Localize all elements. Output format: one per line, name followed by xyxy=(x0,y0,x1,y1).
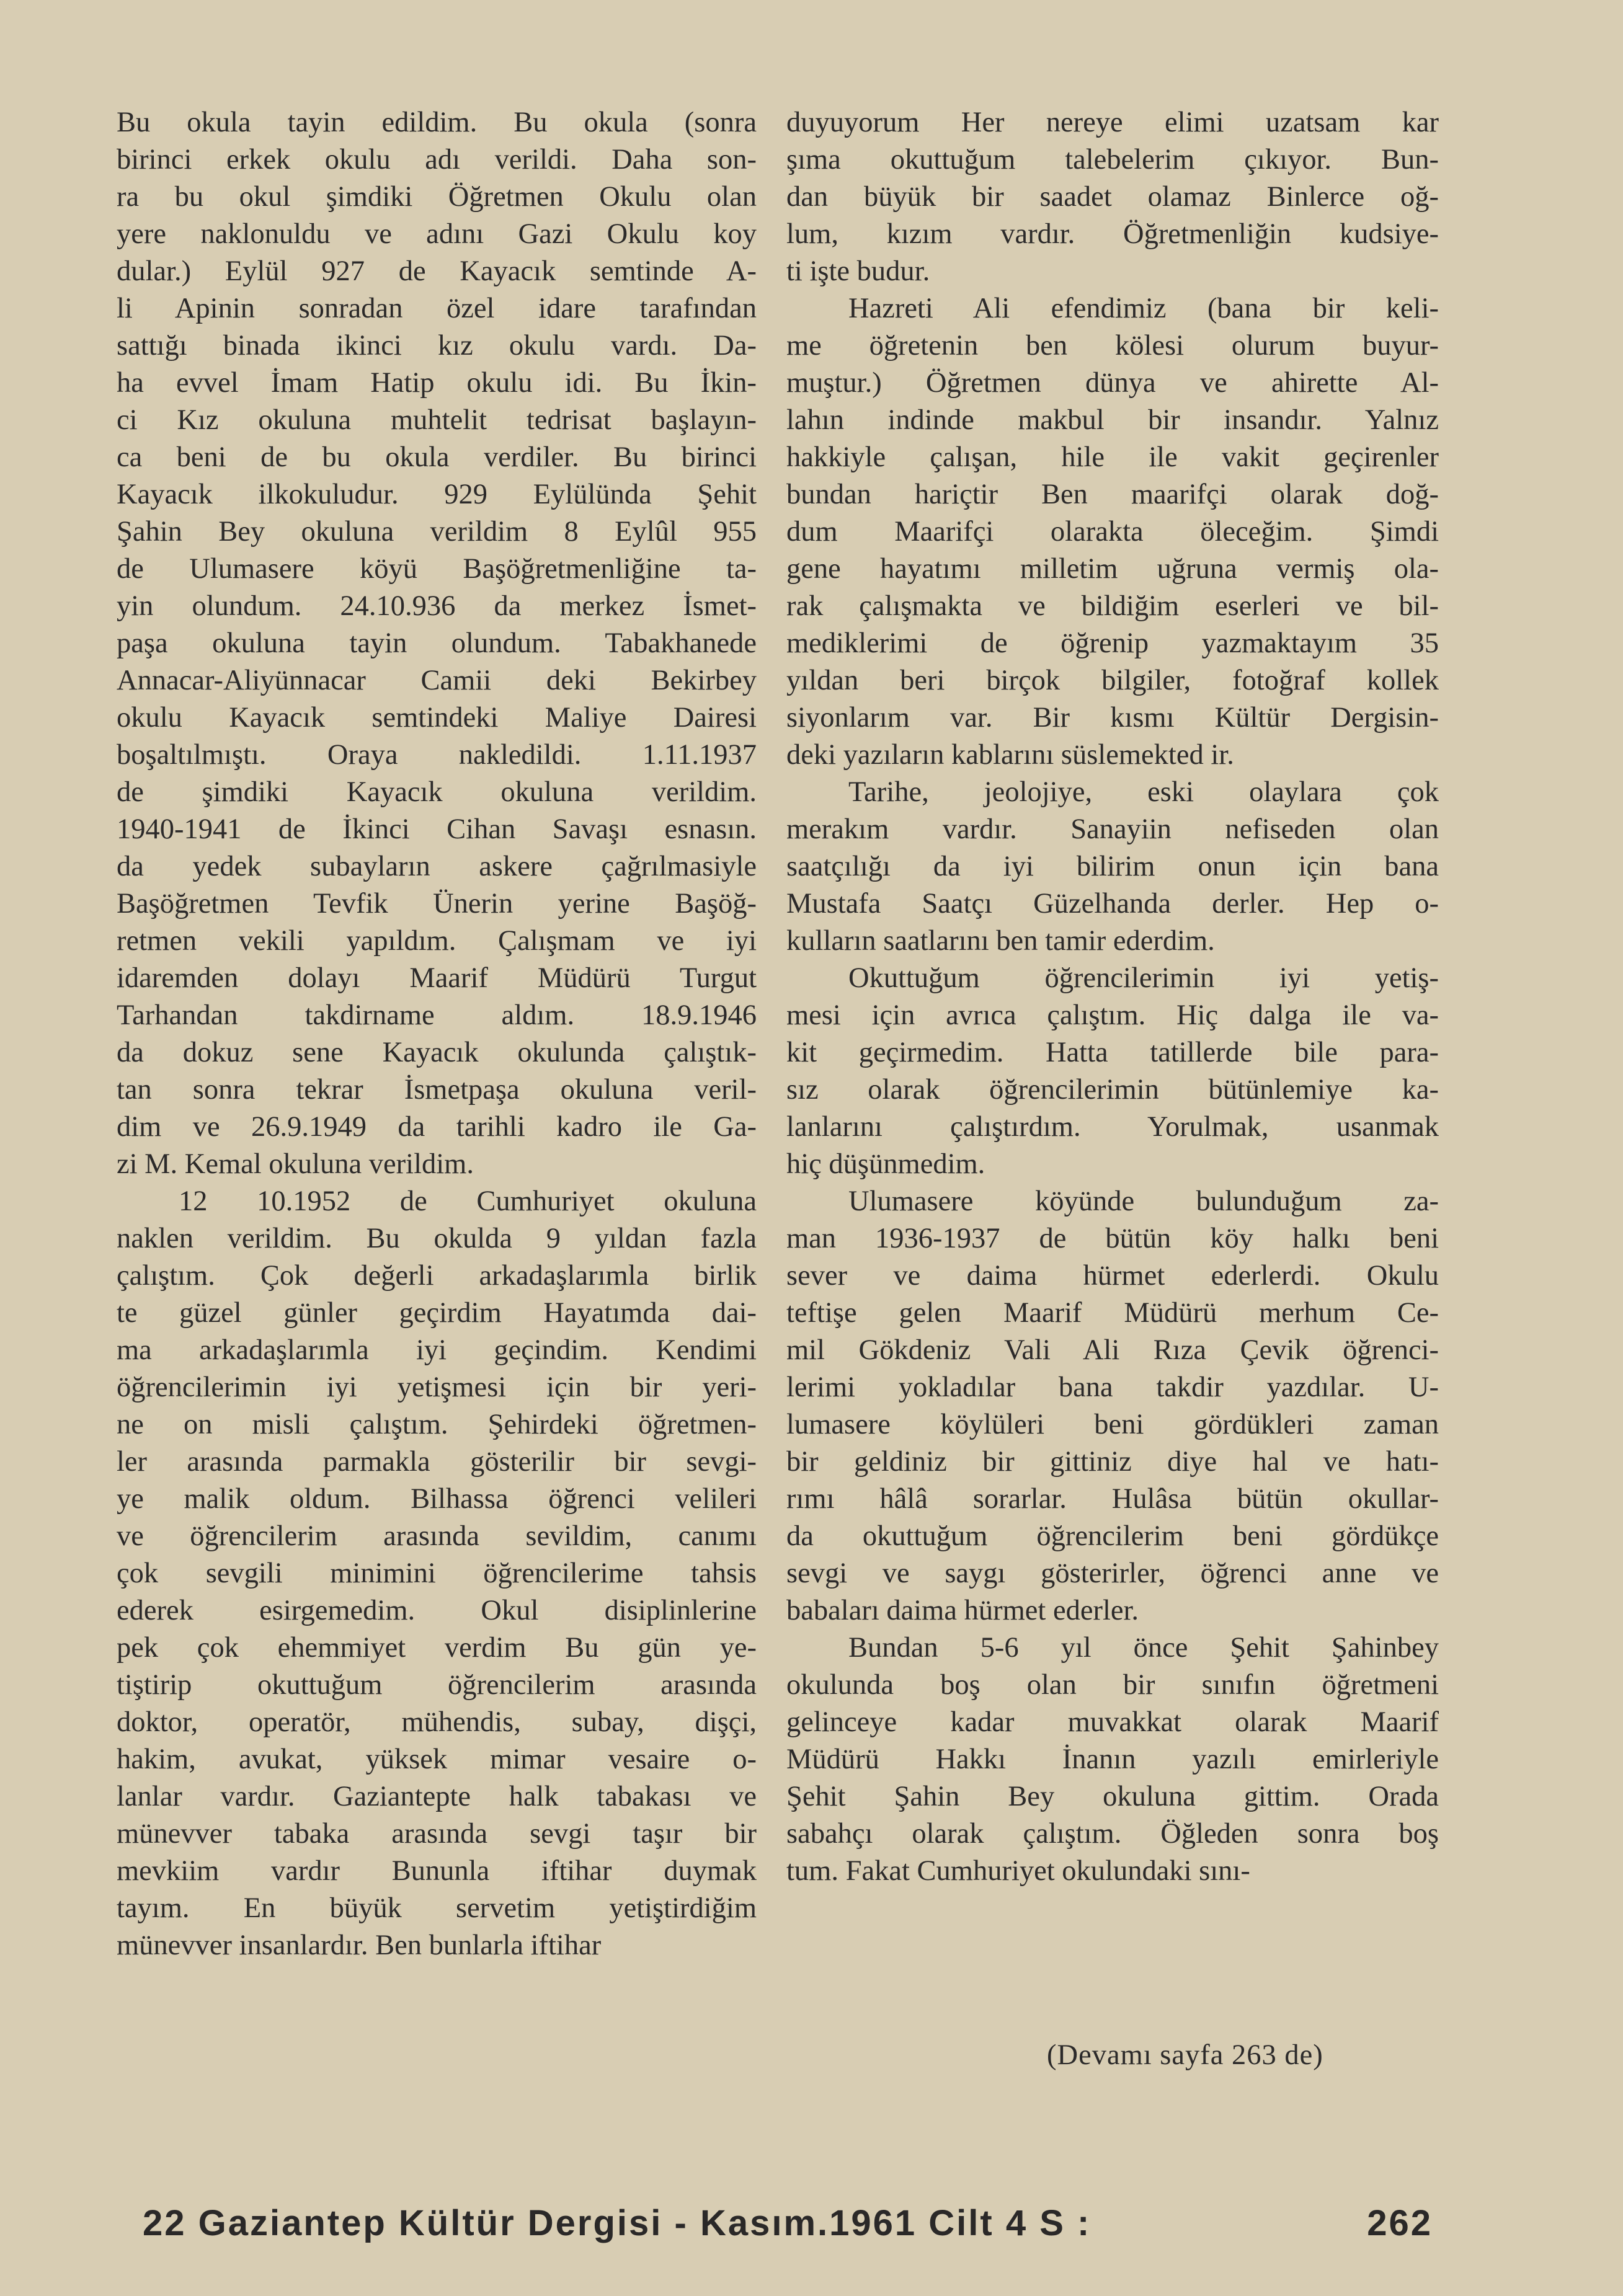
left-text-column xyxy=(117,104,757,1964)
text-line: lahın indinde makbul bir insandır. Yalnız xyxy=(786,404,1439,436)
text-line: lanlar vardır. Gaziantepte halk tabakası ve xyxy=(117,1781,757,1812)
text-line: lum, kızım vardır. Öğretmenliğin kudsiye- xyxy=(786,218,1439,250)
text-line: Başöğretmen Tevfik Ünerin yerine Başöğ- xyxy=(117,888,757,920)
text-line: Kayacık ilkokuludur. 929 Eylülünda Şehit xyxy=(117,479,757,510)
text-line: man 1936-1937 de bütün köy halkı beni xyxy=(786,1223,1439,1254)
text-line: rımı hâlâ sorarlar. Hulâsa bütün okullar- xyxy=(786,1483,1439,1515)
text-line: yıldan beri birçok bilgiler, fotoğraf kollek xyxy=(786,665,1439,696)
text-line: merakım vardır. Sanayiin nefiseden olan xyxy=(786,813,1439,845)
text-line: kulların saatlarını ben tamir ederdim. xyxy=(786,925,1215,957)
text-line: tum. Fakat Cumhuriyet okulundaki sını- xyxy=(786,1855,1250,1887)
text-line: gelinceye kadar muvakkat olarak Maarif xyxy=(786,1706,1439,1738)
footer-left: 22 Gaziantep Kültür Dergisi - Kasım.1961 Cilt 4 S : xyxy=(143,2203,1092,2243)
text-line: hiç düşünmedim. xyxy=(786,1148,985,1180)
text-line: tan sonra tekrar İsmetpaşa okuluna veril- xyxy=(117,1074,757,1106)
text-line: idaremden dolayı Maarif Müdürü Turgut xyxy=(117,962,757,994)
text-line: ca beni de bu okula verdiler. Bu birinci xyxy=(117,441,757,473)
text-line: ederek esirgemedim. Okul disiplinlerine xyxy=(117,1595,757,1626)
text-line: okulunda boş olan bir sınıfın öğretmeni xyxy=(786,1669,1439,1701)
text-line: Şahin Bey okuluna verildim 8 Eylûl 955 xyxy=(117,516,757,547)
text-line: Annacar-Aliyünnacar Camii deki Bekirbey xyxy=(117,665,757,696)
text-line: sabahçı olarak çalıştım. Öğleden sonra boş xyxy=(786,1818,1439,1850)
page-footer xyxy=(143,2202,1433,2244)
text-line: sevgi ve saygı gösterirler, öğrenci anne ve xyxy=(786,1558,1439,1589)
text-line: boşaltılmıştı. Oraya nakledildi. 1.11.1937 xyxy=(117,739,757,771)
text-line: dim ve 26.9.1949 da tarihli kadro ile Ga- xyxy=(117,1111,757,1143)
text-line: mevkiim vardır Bununla iftihar duymak xyxy=(117,1855,757,1887)
text-line: ra bu okul şimdiki Öğretmen Okulu olan xyxy=(117,181,757,213)
text-line: 12 10.1952 de Cumhuriyet okuluna xyxy=(179,1186,757,1217)
text-line: retmen vekili yapıldım. Çalışmam ve iyi xyxy=(117,925,757,957)
text-line: Tarihe, jeolojiye, eski olaylara çok xyxy=(848,776,1439,808)
continued-note-text: (Devamı sayfa 263 de) xyxy=(1047,2039,1323,2071)
text-line: yin olundum. 24.10.936 da merkez İsmet- xyxy=(117,590,757,622)
text-line: münevver tabaka arasında sevgi taşır bir xyxy=(117,1818,757,1850)
text-line: gene hayatımı milletim uğruna vermiş ola- xyxy=(786,553,1439,585)
text-line: münevver insanlardır. Ben bunlarla iftihar xyxy=(117,1930,602,1961)
text-line: ne on misli çalıştım. Şehirdeki öğretmen- xyxy=(117,1409,757,1440)
text-line: Şehit Şahin Bey okuluna gittim. Orada xyxy=(786,1781,1439,1812)
text-line: da dokuz sene Kayacık okulunda çalıştık- xyxy=(117,1037,757,1068)
text-line: muştur.) Öğretmen dünya ve ahirette Al- xyxy=(786,367,1439,399)
text-line: bir geldiniz bir gittiniz diye hal ve hatı- xyxy=(786,1446,1439,1478)
text-line: Hazreti Ali efendimiz (bana bir keli- xyxy=(848,293,1439,324)
text-line: de Ulumasere köyü Başöğretmenliğine ta- xyxy=(117,553,757,585)
text-line: Ulumasere köyünde bulunduğum za- xyxy=(848,1186,1439,1217)
text-line: rak çalışmakta ve bildiğim eserleri ve bil- xyxy=(786,590,1439,622)
text-line: teftişe gelen Maarif Müdürü merhum Ce- xyxy=(786,1297,1439,1329)
text-line: öğrencilerimin iyi yetişmesi için bir yeri- xyxy=(117,1372,757,1403)
text-line: okulu Kayacık semtindeki Maliye Dairesi xyxy=(117,702,757,734)
text-line: ler arasında parmakla gösterilir bir sevgi- xyxy=(117,1446,757,1478)
text-line: Bundan 5-6 yıl önce Şehit Şahinbey xyxy=(848,1632,1439,1664)
text-line: bundan hariçtir Ben maarifçi olarak doğ- xyxy=(786,479,1439,510)
text-line: ha evvel İmam Hatip okulu idi. Bu İkin- xyxy=(117,367,757,399)
text-line: sız olarak öğrencilerimin bütünlemiye ka- xyxy=(786,1074,1439,1106)
footer-page-number: 262 xyxy=(1367,2203,1433,2243)
right-text-column xyxy=(786,104,1439,1890)
text-line: me öğretenin ben kölesi olurum buyur- xyxy=(786,330,1439,361)
text-line: kit geçirmedim. Hatta tatillerde bile para- xyxy=(786,1037,1439,1068)
text-line: da yedek subayların askere çağrılmasiyle xyxy=(117,851,757,882)
text-line: zi M. Kemal okuluna verildim. xyxy=(117,1148,474,1180)
text-line: Mustafa Saatçı Güzelhanda derler. Hep o- xyxy=(786,888,1439,920)
text-line: li Apinin sonradan özel idare tarafından xyxy=(117,293,757,324)
text-line: ti işte budur. xyxy=(786,255,930,287)
text-line: saatçılığı da iyi bilirim onun için bana xyxy=(786,851,1439,882)
text-line: duyuyorum Her nereye elimi uzatsam kar xyxy=(786,107,1439,138)
text-line: Müdürü Hakkı İnanın yazılı emirleriyle xyxy=(786,1744,1439,1775)
text-line: dan büyük bir saadet olamaz Binlerce oğ- xyxy=(786,181,1439,213)
text-line: hakim, avukat, yüksek mimar vesaire o- xyxy=(117,1744,757,1775)
text-line: Bu okula tayin edildim. Bu okula (sonra xyxy=(117,107,757,138)
text-line: çok sevgili minimini öğrencilerime tahsis xyxy=(117,1558,757,1589)
text-line: birinci erkek okulu adı verildi. Daha son- xyxy=(117,144,757,175)
text-line: lumasere köylüleri beni gördükleri zaman xyxy=(786,1409,1439,1440)
text-line: Okuttuğum öğrencilerimin iyi yetiş- xyxy=(848,962,1439,994)
text-line: çalıştım. Çok değerli arkadaşlarımla birlik xyxy=(117,1260,757,1292)
text-line: tayım. En büyük servetim yetiştirdiğim xyxy=(117,1892,757,1924)
text-line: dum Maarifçi olarakta öleceğim. Şimdi xyxy=(786,516,1439,547)
text-line: babaları daima hürmet ederler. xyxy=(786,1595,1139,1626)
text-line: 1940-1941 de İkinci Cihan Savaşı esnasın. xyxy=(117,813,757,845)
text-line: hakkiyle çalışan, hile ile vakit geçirenler xyxy=(786,441,1439,473)
text-line: sattığı binada ikinci kız okulu vardı. Da- xyxy=(117,330,757,361)
text-line: te güzel günler geçirdim Hayatımda dai- xyxy=(117,1297,757,1329)
text-line: da okuttuğum öğrencilerim beni gördükçe xyxy=(786,1520,1439,1552)
text-line: mil Gökdeniz Vali Ali Rıza Çevik öğrenci- xyxy=(786,1334,1439,1366)
text-line: dular.) Eylül 927 de Kayacık semtinde A- xyxy=(117,255,757,287)
text-line: tiştirip okuttuğum öğrencilerim arasında xyxy=(117,1669,757,1701)
text-line: yere naklonuldu ve adını Gazi Okulu koy xyxy=(117,218,757,250)
text-line: ye malik oldum. Bilhassa öğrenci velileri xyxy=(117,1483,757,1515)
text-line: deki yazıların kablarını süslemekted ir. xyxy=(786,739,1234,771)
text-line: doktor, operatör, mühendis, subay, dişçi, xyxy=(117,1706,757,1738)
text-line: paşa okuluna tayin olundum. Tabakhanede xyxy=(117,627,757,659)
text-line: mesi için avrıca çalıştım. Hiç dalga ile va- xyxy=(786,1000,1439,1031)
text-line: naklen verildim. Bu okulda 9 yıldan fazla xyxy=(117,1223,757,1254)
text-line: lerimi yokladılar bana takdir yazdılar. U- xyxy=(786,1372,1439,1403)
text-line: şıma okuttuğum talebelerim çıkıyor. Bun- xyxy=(786,144,1439,175)
text-line: de şimdiki Kayacık okuluna verildim. xyxy=(117,776,757,808)
text-line: pek çok ehemmiyet verdim Bu gün ye- xyxy=(117,1632,757,1664)
text-line: Tarhandan takdirname aldım. 18.9.1946 xyxy=(117,1000,757,1031)
text-line: ve öğrencilerim arasında sevildim, canımı xyxy=(117,1520,757,1552)
text-line: siyonlarım var. Bir kısmı Kültür Dergisin- xyxy=(786,702,1439,734)
text-line: sever ve daima hürmet ederlerdi. Okulu xyxy=(786,1260,1439,1292)
text-line: mediklerimi de öğrenip yazmaktayım 35 xyxy=(786,627,1439,659)
text-line: lanlarını çalıştırdım. Yorulmak, usanmak xyxy=(786,1111,1439,1143)
text-line: ma arkadaşlarımla iyi geçindim. Kendimi xyxy=(117,1334,757,1366)
text-line: ci Kız okuluna muhtelit tedrisat başlayın- xyxy=(117,404,757,436)
